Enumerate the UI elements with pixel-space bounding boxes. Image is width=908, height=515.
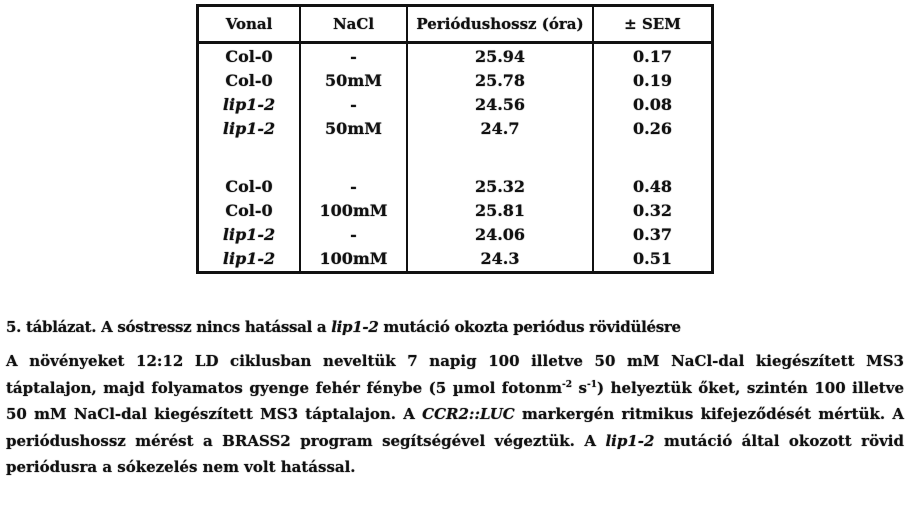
cell-period: 25.94	[407, 43, 593, 69]
spacer-cell	[593, 141, 711, 175]
spacer-cell	[407, 141, 593, 175]
cell-line: Col-0	[199, 199, 300, 223]
cell-nacl: 100mM	[300, 199, 407, 223]
table-header-row	[199, 7, 711, 43]
caption-text-4: mutáció által okozott rövid periódusra a sókezelés nem volt hatással.	[6, 431, 904, 476]
caption-sup-2: -1	[586, 379, 597, 390]
cell-nacl: -	[300, 175, 407, 199]
caption-text-mid: s	[571, 378, 587, 397]
caption-title-prefix: 5. táblázat. A sóstressz nincs hatással a	[6, 318, 332, 336]
cell-period: 24.3	[407, 247, 593, 271]
cell-period: 24.7	[407, 117, 593, 141]
results-table	[199, 7, 711, 271]
cell-period: 24.56	[407, 93, 593, 117]
cell-line: lip1-2	[199, 117, 300, 141]
caption-paragraph	[6, 348, 904, 481]
cell-line: Col-0	[199, 175, 300, 199]
table-spacer-row	[199, 141, 711, 175]
cell-nacl: 50mM	[300, 117, 407, 141]
cell-period: 25.78	[407, 69, 593, 93]
table-row	[199, 93, 711, 117]
cell-nacl: 50mM	[300, 69, 407, 93]
cell-sem: 0.32	[593, 199, 711, 223]
cell-line: lip1-2	[199, 93, 300, 117]
spacer-cell	[300, 141, 407, 175]
cell-sem: 0.26	[593, 117, 711, 141]
table-row	[199, 175, 711, 199]
cell-sem: 0.17	[593, 43, 711, 69]
table-row	[199, 69, 711, 93]
cell-sem: 0.19	[593, 69, 711, 93]
caption-marker-gene: CCR2::LUC	[422, 405, 515, 423]
table-row	[199, 199, 711, 223]
header-period: Periódushossz (óra)	[407, 7, 593, 43]
cell-nacl: 100mM	[300, 247, 407, 271]
cell-nacl: -	[300, 93, 407, 117]
caption-text-1: A növényeket 12:12 LD ciklusban neveltük 7 napig 100 illetve 50 mM NaCl-dal kiegészített MS3 táptalajon, majd folyamatos gyenge fehér fénybe (5 µmol fotonm	[6, 352, 904, 397]
caption-text-2: ) helyeztük őket, szintén 100 illetve 50 mM NaCl-dal kiegészített MS3 táptalajon. A	[6, 378, 905, 423]
header-line: Vonal	[199, 7, 300, 43]
caption-sup-1: -2	[561, 379, 572, 390]
cell-nacl: -	[300, 223, 407, 247]
results-table-frame	[196, 4, 714, 274]
cell-line: Col-0	[199, 43, 300, 69]
spacer-cell	[199, 141, 300, 175]
table-row	[199, 247, 711, 271]
caption-text-3: markergén ritmikus kifejeződését mértük. A periódushossz mérést a BRASS2 program segítségével végeztük. A	[6, 405, 904, 450]
caption-mutant-name: lip1-2	[605, 431, 655, 450]
cell-line: lip1-2	[199, 223, 300, 247]
cell-sem: 0.08	[593, 93, 711, 117]
cell-sem: 0.51	[593, 247, 711, 271]
cell-period: 24.06	[407, 223, 593, 247]
caption-title-suffix: mutáció okozta periódus rövidülésre	[378, 318, 681, 336]
table-caption-title	[6, 318, 681, 336]
cell-line: Col-0	[199, 69, 300, 93]
header-nacl: NaCl	[300, 7, 407, 43]
table-row	[199, 223, 711, 247]
cell-line: lip1-2	[199, 247, 300, 271]
header-sem: ± SEM	[593, 7, 711, 43]
cell-nacl: -	[300, 43, 407, 69]
table-row	[199, 117, 711, 141]
table-row	[199, 43, 711, 69]
cell-sem: 0.37	[593, 223, 711, 247]
cell-sem: 0.48	[593, 175, 711, 199]
cell-period: 25.32	[407, 175, 593, 199]
cell-period: 25.81	[407, 199, 593, 223]
caption-title-gene: lip1-2	[331, 318, 379, 336]
